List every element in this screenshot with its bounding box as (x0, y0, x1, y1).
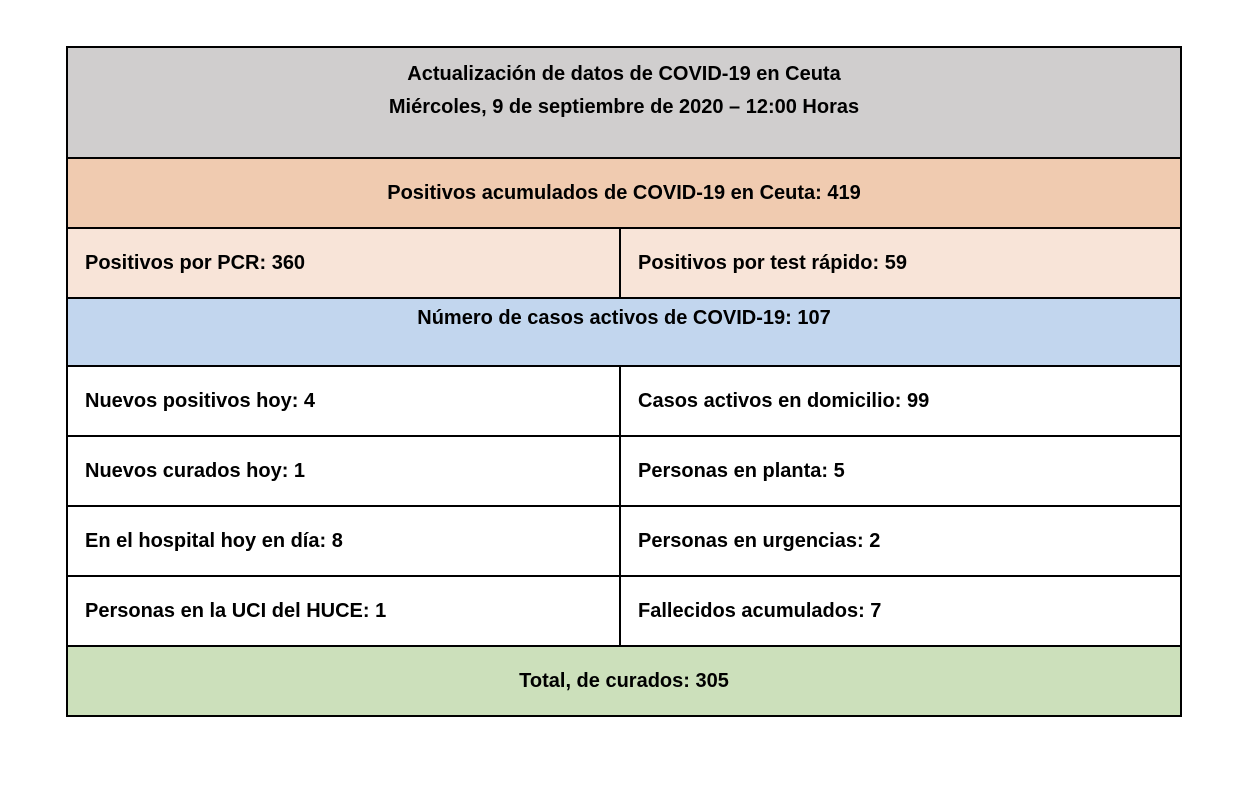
personas-planta: Personas en planta: 5 (620, 436, 1181, 506)
table-row (67, 506, 1181, 576)
report-date: Miércoles, 9 de septiembre de 2020 – 12:00 Horas (388, 96, 860, 118)
personas-urgencias: Personas en urgencias: 2 (620, 506, 1181, 576)
fallecidos-acumulados: Fallecidos acumulados: 7 (620, 576, 1181, 646)
positivos-split-row (67, 228, 1181, 298)
positivos-test-rapido: Positivos por test rápido: 59 (620, 228, 1181, 298)
nuevos-curados: Nuevos curados hoy: 1 (67, 436, 620, 506)
casos-domicilio: Casos activos en domicilio: 99 (620, 366, 1181, 436)
total-curados: Total, de curados: 305 (67, 646, 1181, 716)
acumulados-row (67, 158, 1181, 228)
positivos-pcr: Positivos por PCR: 360 (67, 228, 620, 298)
casos-activos: Número de casos activos de COVID-19: 107 (67, 298, 1181, 366)
header-row (67, 47, 1181, 158)
report-title: Actualización de datos de COVID-19 en Ceuta (407, 63, 841, 85)
table-row (67, 436, 1181, 506)
table-row (67, 576, 1181, 646)
personas-uci: Personas en la UCI del HUCE: 1 (67, 576, 620, 646)
total-row (67, 646, 1181, 716)
positivos-acumulados: Positivos acumulados de COVID-19 en Ceuta: 419 (67, 158, 1181, 228)
activos-row (67, 298, 1181, 366)
nuevos-positivos: Nuevos positivos hoy: 4 (67, 366, 620, 436)
covid-data-table (66, 46, 1182, 717)
table-row (67, 366, 1181, 436)
en-hospital: En el hospital hoy en día: 8 (67, 506, 620, 576)
header-cell (67, 47, 1181, 158)
